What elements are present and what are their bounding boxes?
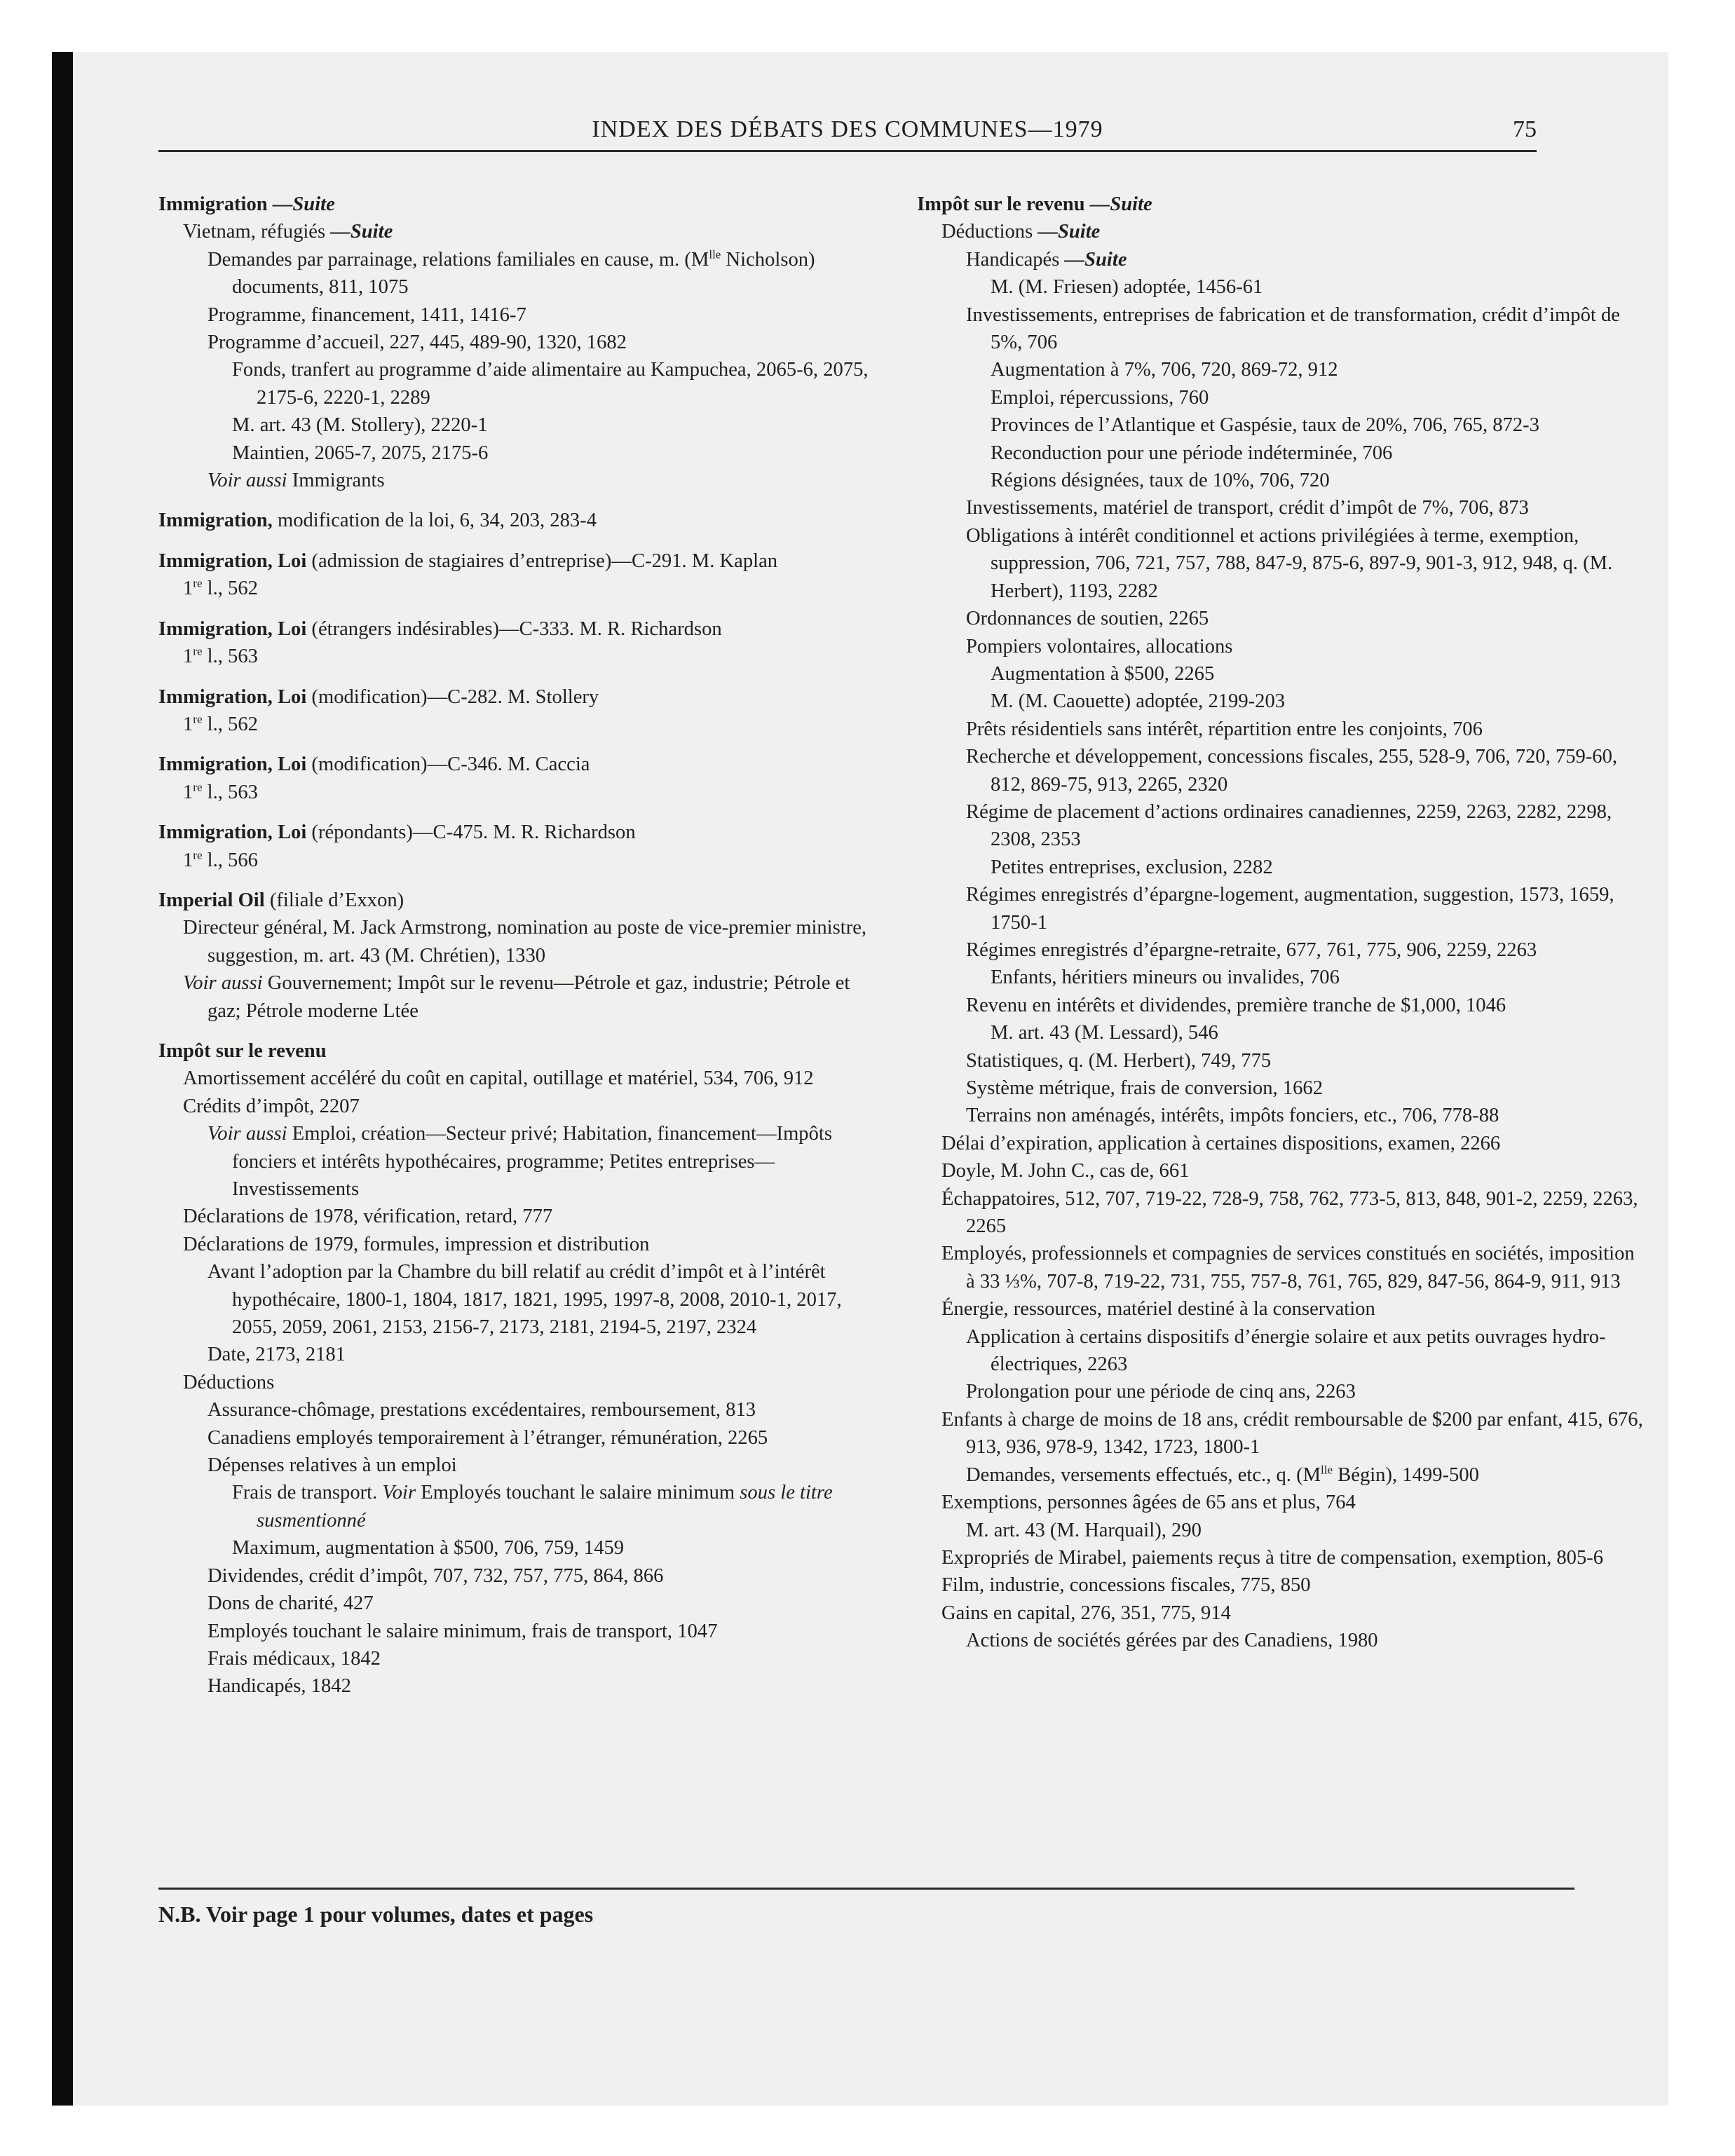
index-subentry [991, 411, 1646, 439]
index-text: Demandes, versements effectués, etc., q. (M [966, 1464, 1321, 1486]
footer-rule [158, 1888, 1574, 1890]
index-text: Régions désignées, taux de 10%, 706, 720 [991, 470, 1330, 492]
index-heading [158, 683, 887, 711]
index-subentry [966, 522, 1646, 605]
index-subentry [966, 743, 1646, 798]
index-text: Prêts résidentiels sans intérêt, répartition entre les conjoints, 706 [966, 718, 1483, 740]
index-text: Immigrants [287, 470, 385, 492]
index-text: Immigration [158, 193, 273, 215]
index-text: Déclarations de 1978, vérification, retard, 777 [183, 1206, 553, 1228]
index-text: modification de la loi, 6, 34, 203, 283-4 [272, 510, 597, 532]
index-subentry [207, 1452, 887, 1479]
index-subentry [966, 1047, 1646, 1074]
index-text: Application à certains dispositifs d’énergie solaire et aux petits ouvrages hydro-électriques, 2263 [966, 1325, 1606, 1376]
index-text: M. art. 43 (M. Harquail), 290 [966, 1519, 1202, 1541]
index-text: —Suite [1089, 193, 1152, 215]
index-text: Investissements, entreprises de fabrication et de transformation, crédit d’impôt de 5%, 706 [966, 303, 1620, 354]
index-subentry [207, 1258, 887, 1341]
index-subentry [966, 1627, 1646, 1654]
index-text: Obligations à intérêt conditionnel et actions privilégiées à terme, exemption, suppression, 706, 721, 757, 788, 847-9, 875-6, 897-9, 901-3, 912, 948, q. (M. Herbert), 1193, 2282 [966, 524, 1613, 602]
index-subentry [941, 1489, 1646, 1516]
index-subentry [941, 1544, 1646, 1571]
index-subentry [183, 575, 887, 602]
index-text: Prolongation pour une période de cinq ans, 2263 [966, 1381, 1356, 1403]
index-text: Augmentation à $500, 2265 [991, 662, 1215, 685]
index-text: l., 563 [202, 781, 258, 803]
index-subentry [207, 246, 887, 301]
index-text: Employés touchant le salaire minimum [416, 1482, 740, 1504]
index-heading [158, 615, 887, 643]
index-text: Impôt sur le revenu [158, 1039, 327, 1062]
index-heading [917, 191, 1646, 218]
index-subentry [941, 1240, 1646, 1295]
index-text: Investissements, matériel de transport, crédit d’impôt de 7%, 706, 873 [966, 497, 1529, 519]
index-subentry [232, 1479, 887, 1534]
index-subentry [207, 467, 887, 494]
index-subentry [207, 1618, 887, 1645]
index-text: —Suite [330, 221, 393, 243]
index-column-left [158, 191, 887, 1700]
index-text: Échappatoires, 512, 707, 719-22, 728-9, 758, 762, 773-5, 813, 848, 901-2, 2259, 2263, 2265 [941, 1187, 1638, 1238]
index-heading [158, 191, 887, 218]
index-text: Programme d’accueil, 227, 445, 489-90, 1320, 1682 [207, 332, 627, 354]
index-heading [158, 887, 887, 914]
binding-edge [52, 52, 73, 2106]
index-subentry [207, 1672, 887, 1700]
index-text: Film, industrie, concessions fiscales, 775, 850 [941, 1574, 1311, 1597]
index-text: Directeur général, M. Jack Armstrong, nomination au poste de vice-premier ministre, suggestion, m. art. 43 (M. Chrétien), 1330 [183, 917, 867, 967]
index-text: Ordonnances de soutien, 2265 [966, 608, 1209, 630]
index-text: —Suite [272, 193, 335, 215]
index-text: 1 [183, 849, 193, 871]
index-text: Crédits d’impôt, 2207 [183, 1095, 360, 1117]
index-text: Programme, financement, 1411, 1416-7 [207, 303, 526, 326]
index-subentry [966, 1378, 1646, 1405]
index-text: Système métrique, frais de conversion, 1662 [966, 1077, 1324, 1099]
index-text: Vietnam, réfugiés [183, 221, 331, 243]
index-text: Recherche et développement, concessions fiscales, 255, 528-9, 706, 720, 759-60, 812, 869-75, 913, 2265, 2320 [966, 746, 1618, 796]
index-text: Expropriés de Mirabel, paiements reçus à titre de compensation, exemption, 805-6 [941, 1546, 1604, 1569]
index-heading [158, 1037, 887, 1065]
index-subentry [991, 660, 1646, 688]
index-text: 1 [183, 781, 193, 803]
index-text: Fonds, tranfert au programme d’aide alimentaire au Kampuchea, 2065-6, 2075, 2175-6, 2220-1, 2289 [232, 359, 869, 409]
index-text: Dividendes, crédit d’impôt, 707, 732, 757, 775, 864, 866 [207, 1564, 664, 1587]
index-column-right [917, 191, 1646, 1655]
index-subentry [941, 1599, 1646, 1627]
index-text: Employés touchant le salaire minimum, frais de transport, 1047 [207, 1620, 718, 1642]
index-text: Employés, professionnels et compagnies de services constitués en sociétés, imposition à 33 ⅓%, 707-8, 719-22, 731, 755, 757-8, 761, 765, 829, 847-56, 864-9, 911, 913 [941, 1243, 1635, 1292]
index-subentry [207, 1424, 887, 1452]
index-text: Actions de sociétés gérées par des Canadiens, 1980 [966, 1630, 1378, 1652]
index-text: Immigration, Loi [158, 821, 307, 844]
index-text: Immigration, Loi [158, 618, 307, 640]
index-subentry [966, 881, 1646, 936]
index-subentry [966, 246, 1646, 273]
index-text: Voir [382, 1482, 416, 1504]
index-subentry [183, 1065, 887, 1092]
index-text: Immigration, Loi [158, 685, 307, 708]
index-subentry [966, 1461, 1646, 1489]
index-text: (répondants)—C-475. M. R. Richardson [306, 821, 636, 844]
index-subentry [991, 439, 1646, 467]
index-subentry [183, 1369, 887, 1396]
index-subentry [941, 1571, 1646, 1599]
index-text: Bégin), 1499-500 [1333, 1464, 1479, 1486]
index-subentry [183, 779, 887, 806]
index-text: (modification)—C-346. M. Caccia [306, 753, 590, 776]
index-subentry [991, 467, 1646, 494]
index-text: Emploi, répercussions, 760 [991, 386, 1209, 409]
index-text: Régimes enregistrés d’épargne-retraite, 677, 761, 775, 906, 2259, 2263 [966, 939, 1537, 961]
index-text: lle [709, 247, 721, 261]
index-subentry [991, 384, 1646, 411]
index-subentry [183, 711, 887, 738]
index-subentry [966, 1074, 1646, 1102]
index-subentry [183, 914, 887, 969]
index-subentry [207, 329, 887, 356]
footer-note: N.B. Voir page 1 pour volumes, dates et pages [158, 1902, 594, 1927]
index-text: lle [1321, 1463, 1333, 1477]
index-subentry [941, 1406, 1646, 1461]
index-text: Immigration, [158, 510, 273, 532]
index-subentry [232, 1534, 887, 1562]
index-text: Dépenses relatives à un emploi [207, 1454, 457, 1477]
index-subentry [966, 992, 1646, 1019]
index-text: Voir aussi [207, 1123, 287, 1145]
index-text: Maximum, augmentation à $500, 706, 759, 1459 [232, 1537, 625, 1560]
index-subentry [941, 218, 1646, 245]
index-text: Petites entreprises, exclusion, 2282 [991, 856, 1273, 878]
index-subentry [183, 218, 887, 245]
index-text: (modification)—C-282. M. Stollery [306, 685, 599, 708]
index-subentry [183, 643, 887, 670]
index-text: Handicapés, 1842 [207, 1675, 351, 1698]
index-text: Augmentation à 7%, 706, 720, 869-72, 912 [991, 359, 1338, 381]
index-subentry [207, 1396, 887, 1424]
index-subentry [966, 633, 1646, 660]
index-text: Régime de placement d’actions ordinaires canadiennes, 2259, 2263, 2282, 2298, 2308, 2353 [966, 800, 1612, 851]
index-subentry [183, 847, 887, 874]
index-text: Gains en capital, 276, 351, 775, 914 [941, 1602, 1231, 1624]
index-text: Régimes enregistrés d’épargne-logement, augmentation, suggestion, 1573, 1659, 1750-1 [966, 884, 1614, 934]
index-text: Provinces de l’Atlantique et Gaspésie, taux de 20%, 706, 765, 872-3 [991, 414, 1539, 437]
index-text: Maintien, 2065-7, 2075, 2175-6 [232, 442, 489, 464]
index-text: Voir aussi [183, 972, 263, 995]
index-text: Emploi, création—Secteur privé; Habitation, financement—Impôts fonciers et intérêts hypothécaires, programme; Petites entreprises—Investissements [232, 1123, 832, 1200]
index-text: Immigration, Loi [158, 550, 307, 572]
index-text: —Suite [1064, 248, 1127, 271]
index-text: re [193, 780, 203, 794]
index-subentry [207, 1645, 887, 1672]
index-text: Impôt sur le revenu [917, 193, 1090, 215]
index-text: re [193, 576, 203, 590]
index-subentry [966, 716, 1646, 743]
index-text: Exemptions, personnes âgées de 65 ans et plus, 764 [941, 1492, 1356, 1514]
index-text: Demandes par parrainage, relations familiales en cause, m. (M [207, 248, 709, 271]
index-text: Canadiens employés temporairement à l’étranger, rémunération, 2265 [207, 1426, 768, 1449]
index-text: 1 [183, 646, 193, 668]
index-subentry [966, 936, 1646, 964]
index-text: Enfants à charge de moins de 18 ans, crédit remboursable de $200 par enfant, 415, 676, 913, 936, 978-9, 1342, 1723, 1800-1 [941, 1408, 1643, 1459]
index-text: l., 566 [202, 849, 258, 871]
index-text: Déclarations de 1979, formules, impression et distribution [183, 1233, 650, 1255]
index-text: (étrangers indésirables)—C-333. M. R. Richardson [306, 618, 722, 640]
index-text: Déductions [941, 221, 1038, 243]
index-text: Imperial Oil [158, 889, 265, 911]
index-text: re [193, 848, 203, 861]
index-subentry [966, 1323, 1646, 1379]
index-text: re [193, 712, 203, 726]
index-text: Amortissement accéléré du coût en capital, outillage et matériel, 534, 706, 912 [183, 1067, 814, 1090]
index-text: Handicapés [966, 248, 1065, 271]
index-text: M. art. 43 (M. Lessard), 546 [991, 1022, 1218, 1044]
index-text: Assurance-chômage, prestations excédentaires, remboursement, 813 [207, 1399, 756, 1421]
index-text: Énergie, ressources, matériel destiné à la conservation [941, 1298, 1375, 1321]
index-text: Voir aussi [207, 470, 287, 492]
index-text: Nicholson) documents, 811, 1075 [232, 248, 815, 299]
index-subentry [991, 273, 1646, 301]
index-subentry [207, 1341, 887, 1368]
index-text: l., 563 [202, 646, 258, 668]
index-subentry [991, 854, 1646, 881]
index-subentry [966, 605, 1646, 632]
index-text: Pompiers volontaires, allocations [966, 635, 1233, 657]
index-subentry [207, 301, 887, 329]
index-text: Immigration, Loi [158, 753, 307, 776]
index-subentry [991, 964, 1646, 991]
index-text: Date, 2173, 2181 [207, 1344, 346, 1366]
index-subentry [183, 1093, 887, 1120]
index-subentry [232, 356, 887, 411]
index-text: Gouvernement; Impôt sur le revenu—Pétrole et gaz, industrie; Pétrole et gaz; Pétrole moderne Ltée [207, 972, 850, 1022]
index-text: sous le titre susmentionné [257, 1482, 833, 1531]
index-text: —Suite [1037, 221, 1101, 243]
index-subentry [941, 1185, 1646, 1241]
index-text: 1 [183, 713, 193, 735]
index-text: M. (M. Caouette) adoptée, 2199-203 [991, 690, 1286, 713]
index-text: 1 [183, 578, 193, 600]
index-subentry [966, 1517, 1646, 1544]
index-text: Avant l’adoption par la Chambre du bill relatif au crédit d’impôt et à l’intérêt hypothécaire, 1800-1, 1804, 1817, 1821, 1995, 1997-8, 2008, 2010-1, 2017, 2055, 2059, 2061, 2153, 2156-7, 2173, 2181, 2194-5, 2197, 2324 [207, 1261, 842, 1339]
index-subentry [183, 1231, 887, 1258]
index-subentry [207, 1590, 887, 1617]
index-text: (filiale d’Exxon) [264, 889, 404, 911]
index-subentry [966, 1102, 1646, 1129]
index-heading [158, 547, 887, 575]
index-subentry [207, 1120, 887, 1203]
index-text: Frais de transport. [232, 1482, 383, 1504]
index-text: Déductions [183, 1371, 275, 1393]
index-subentry [966, 494, 1646, 521]
page-number: 75 [1513, 116, 1537, 142]
index-text: Terrains non aménagés, intérêts, impôts fonciers, etc., 706, 778-88 [966, 1105, 1499, 1127]
index-heading [158, 751, 887, 778]
index-subentry [207, 1562, 887, 1590]
index-text: Délai d’expiration, application à certaines dispositions, examen, 2266 [941, 1132, 1501, 1154]
index-subentry [941, 1130, 1646, 1157]
index-subentry [991, 1019, 1646, 1046]
index-text: re [193, 644, 203, 658]
index-text: M. art. 43 (M. Stollery), 2220-1 [232, 414, 488, 437]
index-text: l., 562 [202, 578, 258, 600]
index-subentry [966, 301, 1646, 357]
index-text: l., 562 [202, 713, 258, 735]
index-subentry [966, 798, 1646, 854]
index-subentry [232, 439, 887, 467]
index-text: Frais médicaux, 1842 [207, 1647, 381, 1670]
index-subentry [991, 356, 1646, 383]
index-heading [158, 819, 887, 846]
page-title: INDEX DES DÉBATS DES COMMUNES—1979 [592, 116, 1103, 142]
index-text: Reconduction pour une période indéterminée, 706 [991, 442, 1393, 464]
index-subentry [941, 1157, 1646, 1185]
index-subentry [232, 411, 887, 439]
index-text: Doyle, M. John C., cas de, 661 [941, 1160, 1190, 1182]
index-subentry [991, 688, 1646, 715]
index-subentry [183, 969, 887, 1025]
index-text: Dons de charité, 427 [207, 1592, 374, 1615]
index-subentry [941, 1295, 1646, 1323]
index-text: Enfants, héritiers mineurs ou invalides, 706 [991, 967, 1340, 989]
index-text: M. (M. Friesen) adoptée, 1456-61 [991, 276, 1263, 299]
index-heading [158, 507, 887, 534]
index-text: (admission de stagiaires d’entreprise)—C-291. M. Kaplan [306, 550, 778, 572]
index-subentry [183, 1203, 887, 1230]
index-text: Statistiques, q. (M. Herbert), 749, 775 [966, 1049, 1272, 1072]
running-header [158, 116, 1537, 152]
index-text: Revenu en intérêts et dividendes, première tranche de $1,000, 1046 [966, 994, 1506, 1016]
